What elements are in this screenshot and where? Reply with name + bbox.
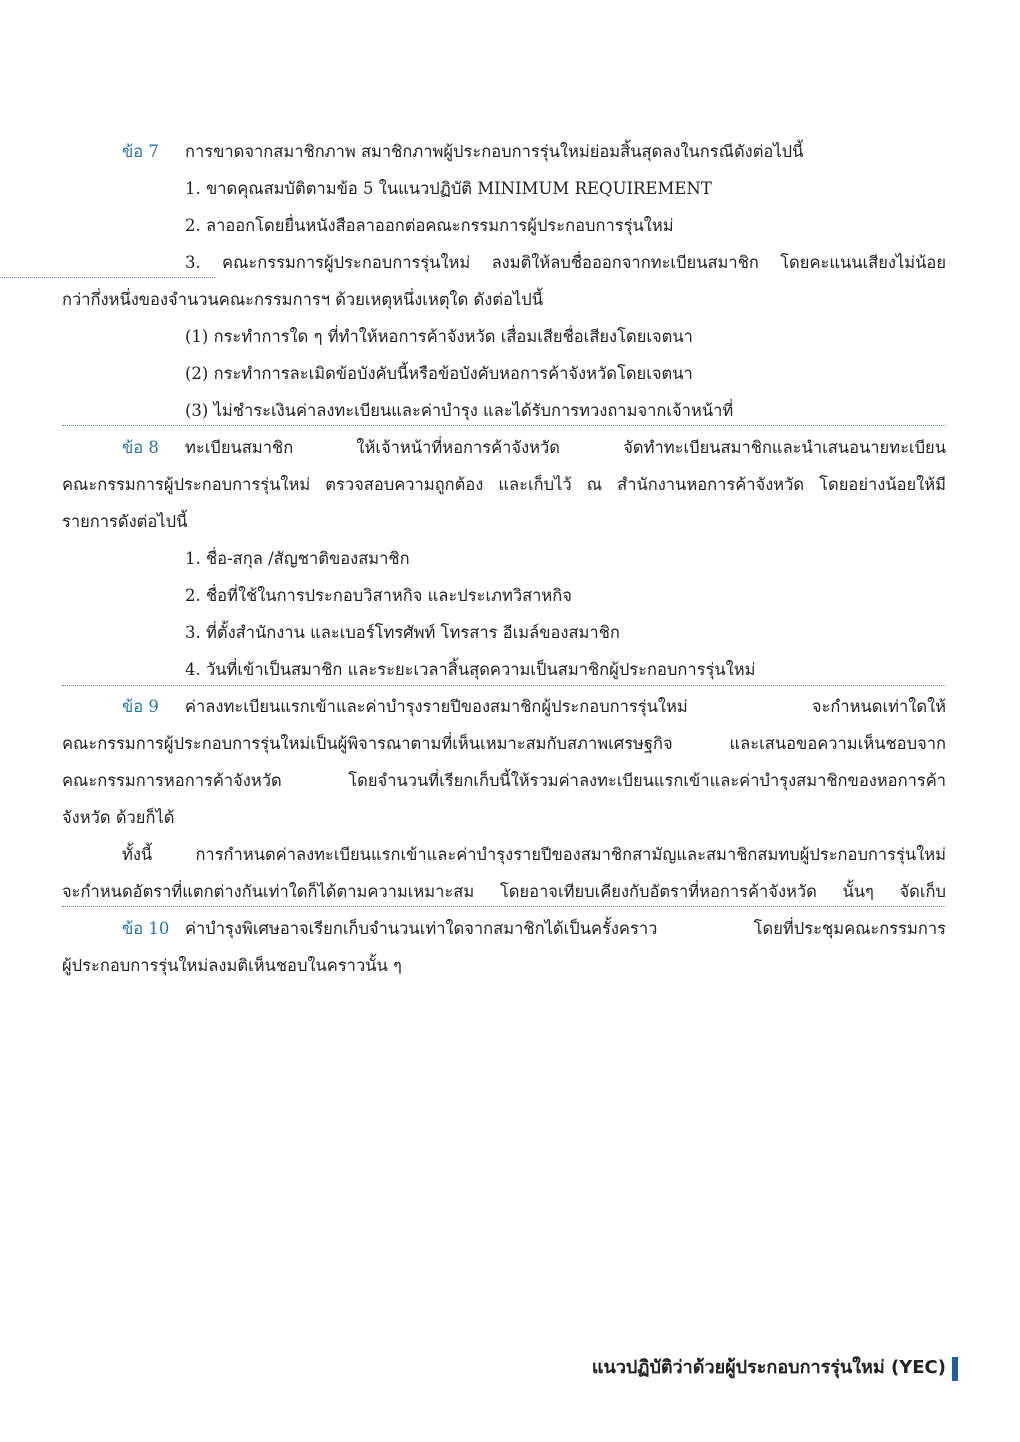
article-9-label: ข้อ 9: [122, 697, 159, 716]
article-8-continuation-1: คณะกรรมการผู้ประกอบการรุ่นใหม่ ตรวจสอบความถูกต้อง และเก็บไว้ ณ สำนักงานหอการค้าจังหวัด โดยอย่างน้อยให้มี: [62, 475, 946, 494]
article-7-subitem-2: (2) กระทำการละเมิดข้อบังคับนี้หรือข้อบังคับหอการค้าจังหวัดโดยเจตนา: [185, 364, 693, 383]
article-10-continuation: ผู้ประกอบการรุ่นใหม่ลงมติเห็นชอบในคราวนั้น ๆ: [62, 956, 402, 975]
article-7-continuation: กว่ากึ่งหนึ่งของจำนวนคณะกรรมการฯ ด้วยเหตุหนึ่งเหตุใด ดังต่อไปนี้: [62, 290, 543, 309]
article-7-subitem-1: (1) กระทำการใด ๆ ที่ทำให้หอการค้าจังหวัด เสื่อมเสียชื่อเสียงโดยเจตนา: [185, 327, 693, 346]
article-9-continuation-3: จังหวัด ด้วยก็ได้: [62, 808, 175, 827]
section-separator: [62, 685, 946, 686]
article-8-item-4: 4. วันที่เข้าเป็นสมาชิก และระยะเวลาสิ้นสุดความเป็นสมาชิกผู้ประกอบการรุ่นใหม่: [185, 660, 756, 679]
article-10-text: ค่าบำรุงพิเศษอาจเรียกเก็บจำนวนเท่าใดจากสมาชิกได้เป็นครั้งคราว โดยที่ประชุมคณะกรรมการ: [185, 919, 946, 938]
article-9-paragraph-2-line-2: จะกำหนดอัตราที่แตกต่างกันเท่าใดก็ได้ตามความเหมาะสม โดยอาจเทียบเคียงกับอัตราที่หอการค้าจังหวัด นั้นๆ จัดเก็บ: [62, 882, 946, 901]
article-8-item-1: 1. ชื่อ-สกุล /สัญชาติของสมาชิก: [185, 549, 410, 568]
article-7-subitem-3: (3) ไม่ชำระเงินค่าลงทะเบียนและค่าบำรุง และได้รับการทวงถามจากเจ้าหน้าที่: [185, 401, 734, 420]
article-7-item-3: 3. คณะกรรมการผู้ประกอบการรุ่นใหม่ ลงมติให้ลบชื่อออกจากทะเบียนสมาชิก โดยคะแนนเสียงไม่น้อย: [185, 253, 946, 272]
article-8-item-3: 3. ที่ตั้งสำนักงาน และเบอร์โทรศัพท์ โทรสาร อีเมล์ของสมาชิก: [185, 623, 620, 642]
article-7-item-1: 1. ขาดคุณสมบัติตามข้อ 5 ในแนวปฏิบัติ MINIMUM REQUIREMENT: [185, 179, 712, 198]
article-8-text: ทะเบียนสมาชิก ให้เจ้าหน้าที่หอการค้าจังหวัด จัดทำทะเบียนสมาชิกและนำเสนอนายทะเบียน: [185, 438, 946, 457]
article-7-label: ข้อ 7: [122, 142, 159, 161]
article-8-label: ข้อ 8: [122, 438, 159, 457]
article-9-paragraph-2-line-1: ทั้งนี้ การกำหนดค่าลงทะเบียนแรกเข้าและค่าบำรุงรายปีของสมาชิกสามัญและสมาชิกสมทบผู้ประกอบการรุ่นใหม่: [122, 845, 946, 864]
article-8-item-2: 2. ชื่อที่ใช้ในการประกอบวิสาหกิจ และประเภทวิสาหกิจ: [185, 586, 572, 605]
article-7-item-2: 2. ลาออกโดยยื่นหนังสือลาออกต่อคณะกรรมการผู้ประกอบการรุ่นใหม่: [185, 216, 674, 235]
article-9-continuation-1: คณะกรรมการผู้ประกอบการรุ่นใหม่เป็นผู้พิจารณาตามที่เห็นเหมาะสมกับสภาพเศรษฐกิจ และเสนอขอความเห็นชอบจาก: [62, 734, 946, 753]
footer-accent-bar: [952, 1357, 958, 1381]
article-9-text: ค่าลงทะเบียนแรกเข้าและค่าบำรุงรายปีของสมาชิกผู้ประกอบการรุ่นใหม่ จะกำหนดเท่าใดให้: [185, 697, 946, 716]
section-separator: [62, 425, 946, 426]
article-10-label: ข้อ 10: [122, 919, 170, 938]
section-separator: [62, 906, 946, 907]
article-8-continuation-2: รายการดังต่อไปนี้: [62, 512, 188, 531]
article-9-continuation-2: คณะกรรมการหอการค้าจังหวัด โดยจำนวนที่เรียกเก็บนี้ให้รวมค่าลงทะเบียนแรกเข้าและค่าบำรุงสมาชิกของหอการค้า: [62, 771, 946, 790]
margin-separator: [0, 277, 215, 278]
article-7-text: การขาดจากสมาชิกภาพ สมาชิกภาพผู้ประกอบการรุ่นใหม่ย่อมสิ้นสุดลงในกรณีดังต่อไปนี้: [185, 142, 804, 161]
footer-title: แนวปฏิบัติว่าด้วยผู้ประกอบการรุ่นใหม่ (YEC): [591, 1357, 946, 1378]
